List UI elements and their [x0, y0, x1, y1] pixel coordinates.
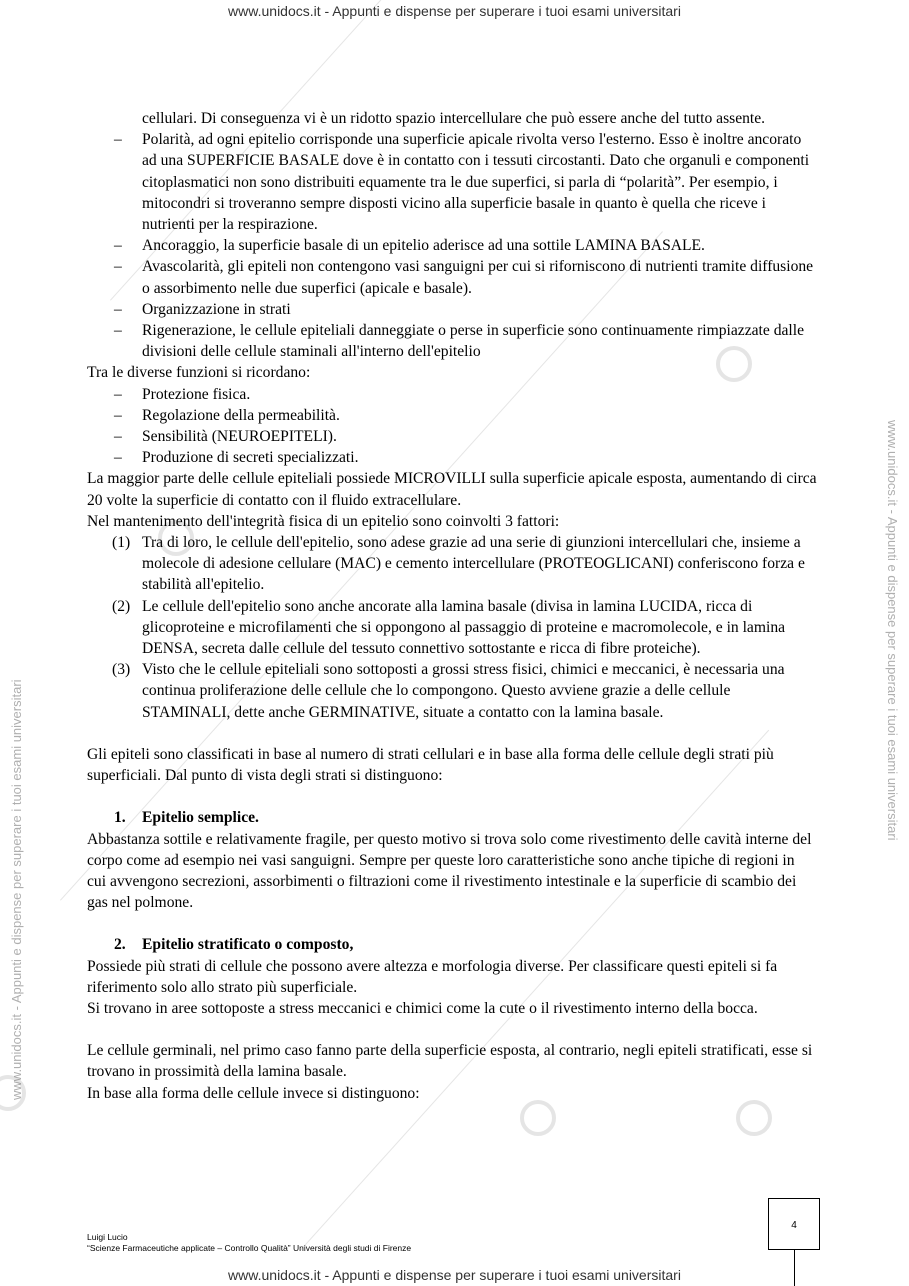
footer-course: “Scienze Farmaceutiche applicate – Controllo Qualità” Università degli studi di Firenze — [87, 1243, 412, 1253]
type2-paragraph: Possiede più strati di cellule che possono avere altezza e morfologia diverse. Per classificare questi epiteli si fa riferimento solo allo strato più superficiale. — [87, 957, 778, 996]
bullet-marker: – — [114, 237, 122, 255]
page-number: 4 — [791, 1220, 797, 1231]
functions-intro: Tra le diverse funzioni si ricordano: — [87, 364, 311, 382]
list-item: – Polarità, ad ogni epitelio corrisponde una superficie apicale rivolta verso l'esterno. Esso è inoltre ancorato ad una SUPERFICIE BASALE dove è in contatto con i tessuti circostanti. Dato che organuli e componenti citoplasmatici non sono distribuiti equamente tra le due superfici, si parla di “polarità”. Per esempio, i mitocondri si troveranno sempre disposti vicino alla superficie basale in quanto è quella che riceve i nutrienti per la respirazione. — [114, 131, 810, 234]
watermark-logo-icon — [736, 1100, 772, 1136]
bullet-marker: – — [114, 300, 122, 318]
list-item: – Regolazione della permeabilità. — [87, 405, 817, 426]
list-item: – Produzione di secreti specializzati. — [87, 447, 817, 468]
page-box-line — [794, 1250, 795, 1286]
bullet-marker: – — [114, 406, 122, 424]
section-heading: 2. Epitelio stratificato o composto, — [87, 934, 817, 955]
document-body — [87, 108, 817, 1104]
watermark-top: www.unidocs.it - Appunti e dispense per superare i tuoi esami universitari — [228, 3, 681, 19]
watermark-bottom: www.unidocs.it - Appunti e dispense per superare i tuoi esami universitari — [228, 1267, 681, 1283]
bullet-marker: – — [114, 322, 122, 340]
functions-list — [87, 384, 817, 469]
features-list — [87, 129, 817, 362]
list-item: (3) Visto che le cellule epiteliali sono sottoposti a grossi stress fisici, chimici e meccanici, è necessaria una continua proliferazione delle cellule che lo compongono. Questo avviene grazie a delle cellule STAMINALI, dette anche GERMINATIVE, situate a contatto con la lamina basale. — [112, 661, 785, 721]
type2-paragraph: Si trovano in aree sottoposte a stress meccanici e chimici come la cute o il rivestimento interno della bocca. — [87, 999, 758, 1017]
list-item: – Avascolarità, gli epiteli non contengono vasi sanguigni per cui si riforniscono di nutrienti tramite diffusione o assorbimento nelle due superfici (apicale e basale). — [114, 258, 814, 297]
list-number: (2) — [112, 597, 131, 615]
list-item: – Sensibilità (NEUROEPITELI). — [87, 426, 817, 447]
list-item: – Rigenerazione, le cellule epiteliali danneggiate o perse in superficie sono continuamente rimpiazzate dalle divisioni delle cellule staminali all'interno dell'epitelio — [114, 322, 805, 361]
watermark-side-right: www.unidocs.it - Appunti e dispense per superare i tuoi esami universitari — [885, 420, 900, 841]
continuation-text: cellulari. Di conseguenza vi è un ridotto spazio intercellulare che può essere anche del tutto assente. — [142, 110, 766, 127]
bullet-marker: – — [114, 428, 122, 446]
footer-author: Luigi Lucio — [87, 1232, 128, 1242]
list-number: (3) — [112, 661, 131, 679]
watermark-logo-icon — [520, 1100, 556, 1136]
shape-intro: In base alla forma delle cellule invece si distinguono: — [87, 1084, 420, 1102]
bullet-marker: – — [114, 131, 122, 149]
bullet-marker: – — [114, 449, 122, 467]
section-number: 1. — [114, 809, 126, 827]
list-item: – Ancoraggio, la superficie basale di un epitelio aderisce ad una sottile LAMINA BASALE. — [87, 235, 817, 256]
germinal-paragraph: Le cellule germinali, nel primo caso fanno parte della superficie esposta, al contrario, negli epiteli stratificati, esse si trovano in prossimità della lamina basale. — [87, 1042, 813, 1081]
bullet-marker: – — [114, 385, 122, 403]
list-number: (1) — [112, 534, 131, 552]
bullet-marker: – — [114, 258, 122, 276]
watermark-side-left: www.unidocs.it - Appunti e dispense per superare i tuoi esami universitari — [9, 679, 24, 1100]
footer — [87, 1232, 411, 1254]
classification-intro: Gli epiteli sono classificati in base al numero di strati cellulari e in base alla forma delle cellule degli strati più superficiali. Dal punto di vista degli strati si distinguono: — [87, 745, 774, 785]
list-item: (2) Le cellule dell'epitelio sono anche ancorate alla lamina basale (divisa in lamina LUCIDA, ricca di glicoproteine e microfilamenti che si oppongono al passaggio di proteine e macromolecole, e in lamina DENSA, secreta dalle cellule del tessuto connettivo sottostante e ricca di fibre proteiche). — [112, 597, 786, 658]
list-item: – Protezione fisica. — [87, 384, 817, 405]
section-heading: 1. Epitelio semplice. — [87, 807, 817, 828]
integrity-intro: Nel mantenimento dell'integrità fisica di un epitelio sono coinvolti 3 fattori: — [87, 512, 560, 530]
list-item: (1) Tra di loro, le cellule dell'epitelio, sono adese grazie ad una serie di giunzioni intercellulari che, insieme a molecole di adesione cellulare (MAC) e cemento intercellulare (PROTEOGLICANI) conferiscono forza e stabilità all'epitelio. — [112, 534, 805, 594]
type1-paragraph: Abbastanza sottile e relativamente fragile, per questo motivo si trova solo come rivestimento delle cavità interne del corpo come ad esempio nei vasi sanguigni. Sempre per queste loro caratteristiche sono anche tipiche di regioni in cui avvengono secrezioni, assorbimenti o filtrazioni come il rivestimento intestinale e la superficie di scambio dei gas nel polmone. — [87, 830, 812, 912]
microvilli-paragraph: La maggior parte delle cellule epiteliali possiede MICROVILLI sulla superficie apicale esposta, aumentando di circa 20 volte la superficie di contatto con il fluido extracellulare. — [87, 470, 817, 509]
section-number: 2. — [114, 936, 126, 954]
list-item: – Organizzazione in strati — [87, 299, 817, 320]
factors-list — [87, 532, 817, 723]
